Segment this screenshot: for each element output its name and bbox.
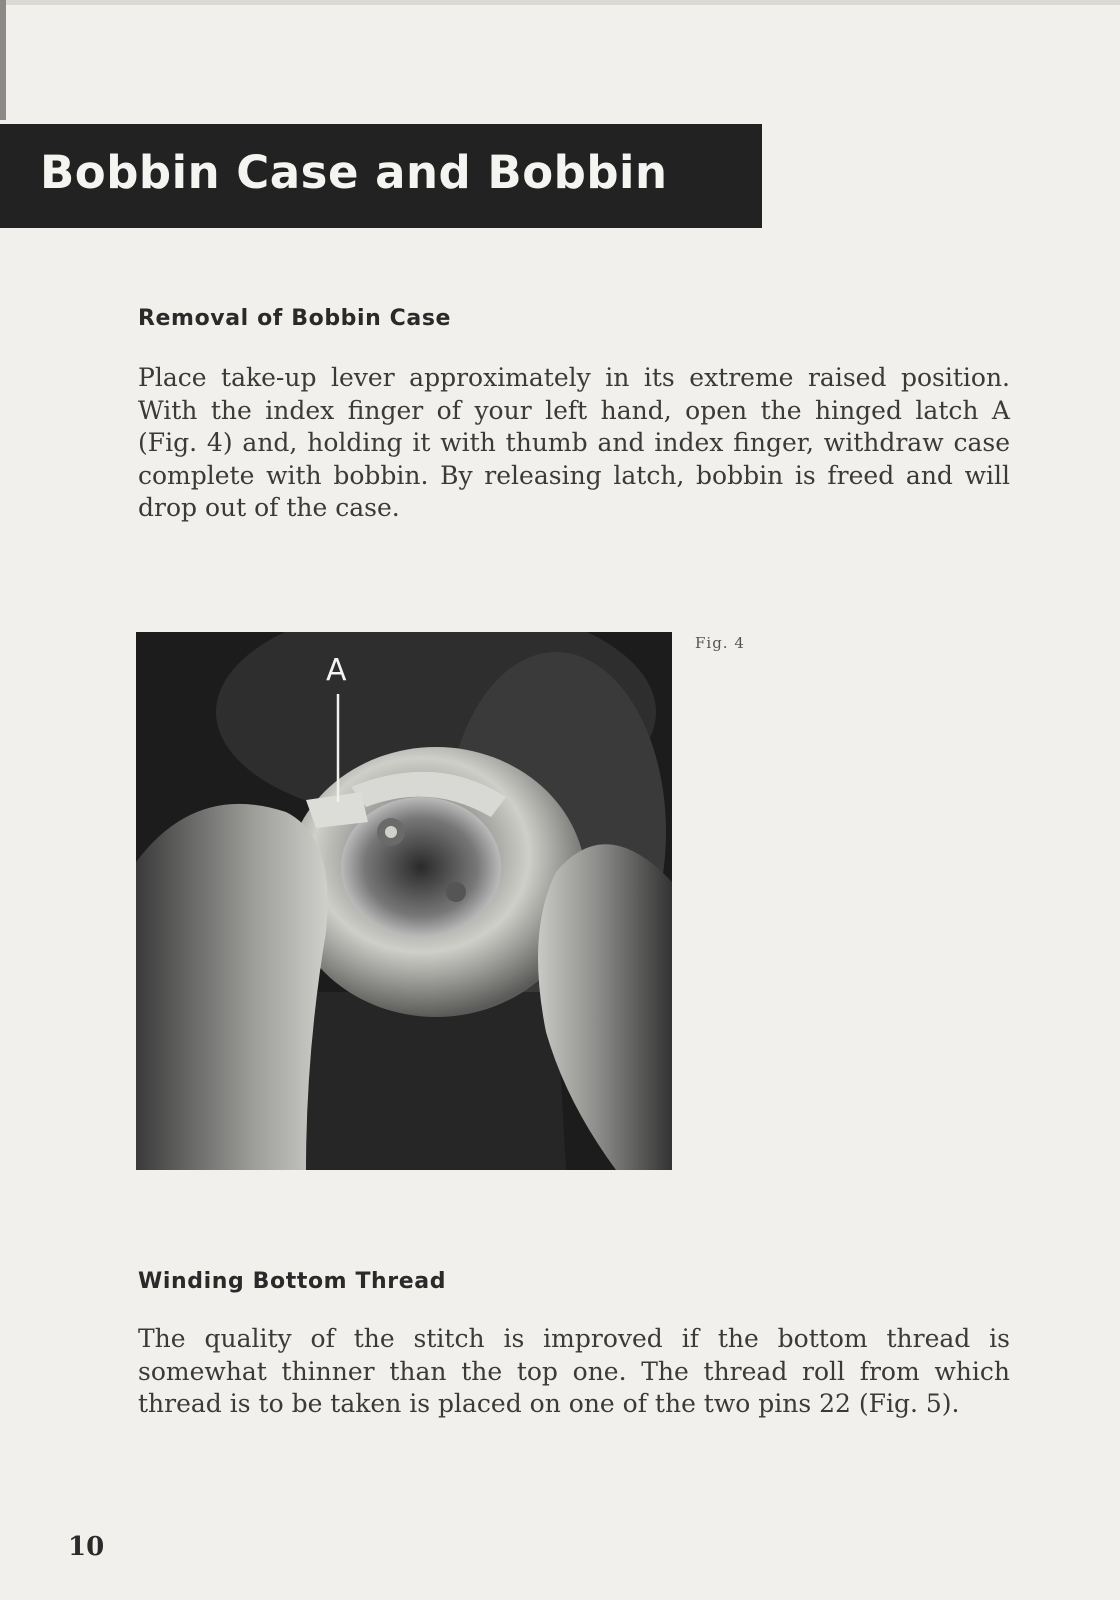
figure-caption: Fig. 4 bbox=[695, 634, 745, 652]
section-heading-winding: Winding Bottom Thread bbox=[138, 1269, 447, 1294]
page-left-edge bbox=[0, 0, 6, 120]
page-top-edge bbox=[0, 0, 1120, 5]
title-banner bbox=[0, 124, 762, 228]
section-body-removal: Place take-up lever approximately in its extreme raised position. With the index finger of your left hand, open the hinged latch A (Fig. 4) and, holding it with thumb and index finger, withdraw case complete with bobbin. By releasing latch, bobbin is freed and will drop out of the case. bbox=[138, 363, 1010, 522]
figure-label-a: A bbox=[326, 653, 347, 688]
figure-4-photo bbox=[136, 632, 672, 1170]
page-number: 10 bbox=[68, 1532, 105, 1562]
section-body-winding: The quality of the stitch is improved if the bottom thread is somewhat thinner than the top one. The thread roll from which thread is to be taken is placed on one of the two pins 22 (Fig. 5). bbox=[138, 1324, 1010, 1418]
page-title: Bobbin Case and Bobbin bbox=[40, 146, 668, 199]
section-heading-removal: Removal of Bobbin Case bbox=[138, 306, 452, 331]
